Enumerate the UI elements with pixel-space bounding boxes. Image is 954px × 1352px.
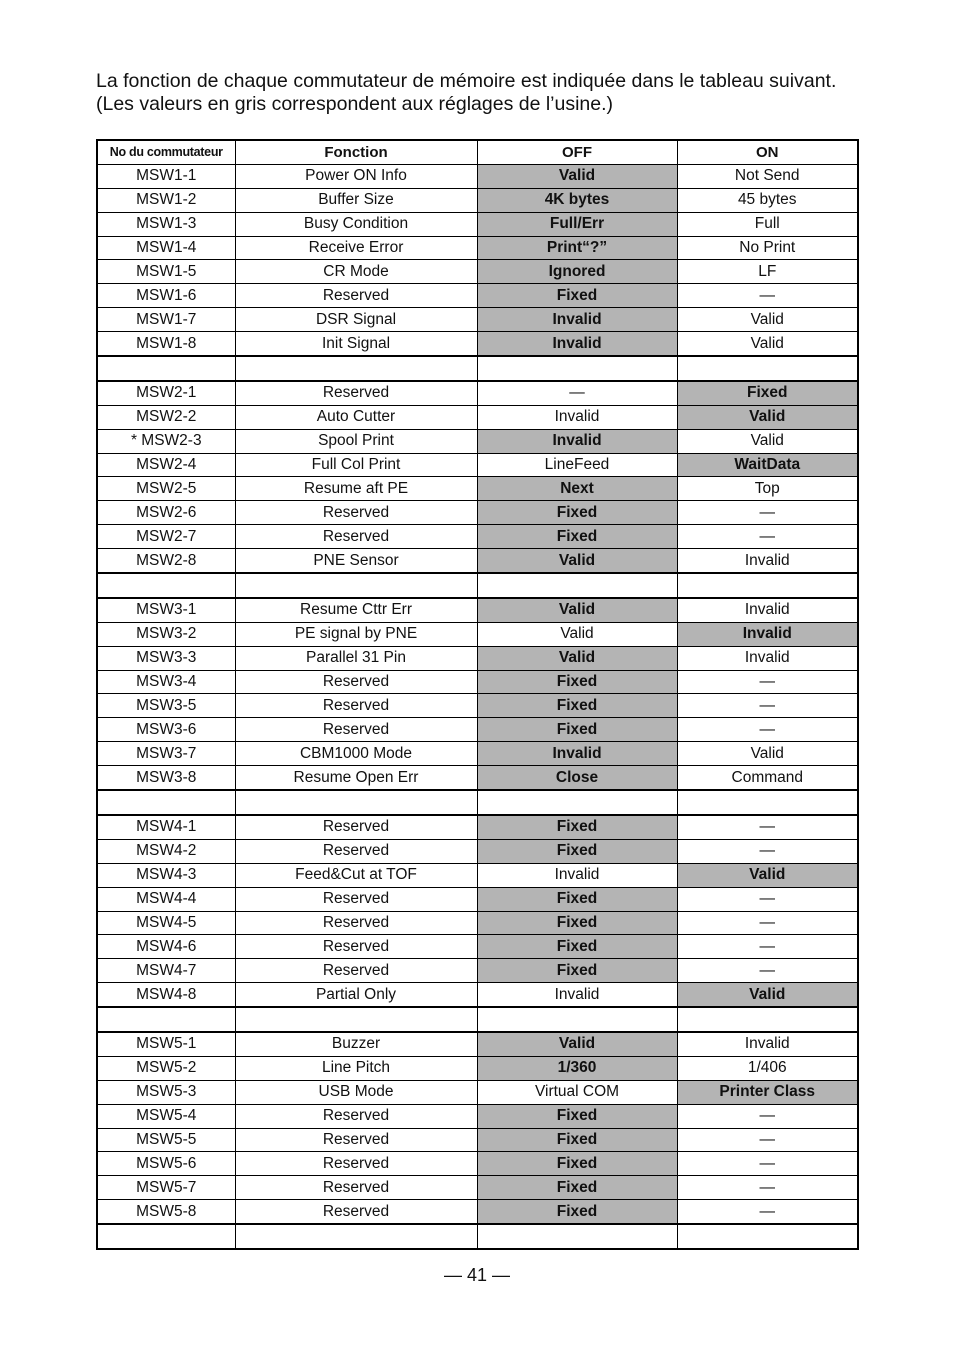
group-separator-row: [97, 790, 858, 815]
table-row: [97, 646, 858, 670]
cell-function: Reserved: [235, 1176, 477, 1200]
cell-on: —: [677, 1128, 858, 1152]
separator-cell: [477, 573, 677, 598]
table-row: [97, 1200, 858, 1224]
cell-off: Fixed: [477, 1200, 677, 1224]
cell-switch: MSW2-2: [97, 405, 235, 429]
table-row: [97, 694, 858, 718]
cell-switch: MSW3-4: [97, 670, 235, 694]
table-row: [97, 284, 858, 308]
cell-function: Resume Open Err: [235, 766, 477, 790]
header-function: Fonction: [235, 140, 477, 164]
cell-function: PE signal by PNE: [235, 622, 477, 646]
cell-off: Print“?”: [477, 236, 677, 260]
cell-function: Reserved: [235, 1152, 477, 1176]
cell-off: Valid: [477, 646, 677, 670]
table-row: [97, 839, 858, 863]
intro-paragraph: La fonction de chaque commutateur de mémoire est indiquée dans le tableau suivant. (Les valeurs en gris correspondent aux réglages de l’usine.): [96, 70, 837, 115]
cell-on: —: [677, 911, 858, 935]
cell-on: —: [677, 1200, 858, 1224]
cell-off: Invalid: [477, 308, 677, 332]
cell-off: Fixed: [477, 887, 677, 911]
separator-cell: [97, 356, 235, 381]
table-row: [97, 405, 858, 429]
cell-function: Parallel 31 Pin: [235, 646, 477, 670]
cell-function: DSR Signal: [235, 308, 477, 332]
cell-function: Reserved: [235, 718, 477, 742]
cell-off: Fixed: [477, 935, 677, 959]
cell-function: PNE Sensor: [235, 549, 477, 573]
cell-on: Top: [677, 477, 858, 501]
cell-function: Reserved: [235, 501, 477, 525]
separator-cell: [477, 790, 677, 815]
cell-off: Fixed: [477, 1176, 677, 1200]
separator-cell: [677, 1224, 858, 1249]
cell-switch: MSW2-6: [97, 501, 235, 525]
table-row: [97, 742, 858, 766]
table-row: [97, 1080, 858, 1104]
cell-off: Fixed: [477, 1104, 677, 1128]
cell-switch: MSW3-1: [97, 598, 235, 622]
cell-on: —: [677, 525, 858, 549]
cell-on: Valid: [677, 742, 858, 766]
cell-off: Invalid: [477, 863, 677, 887]
cell-off: Virtual COM: [477, 1080, 677, 1104]
group-separator-row: [97, 573, 858, 598]
cell-switch: * MSW2-3: [97, 429, 235, 453]
separator-cell: [235, 1007, 477, 1032]
cell-function: CBM1000 Mode: [235, 742, 477, 766]
table-row: [97, 501, 858, 525]
cell-off: Invalid: [477, 983, 677, 1007]
cell-on: Valid: [677, 332, 858, 356]
cell-on: —: [677, 839, 858, 863]
table-row: [97, 1152, 858, 1176]
cell-on: Valid: [677, 308, 858, 332]
cell-function: CR Mode: [235, 260, 477, 284]
cell-switch: MSW5-1: [97, 1032, 235, 1056]
cell-on: —: [677, 1104, 858, 1128]
cell-function: Reserved: [235, 694, 477, 718]
table-row: [97, 670, 858, 694]
cell-off: Fixed: [477, 694, 677, 718]
cell-switch: MSW5-7: [97, 1176, 235, 1200]
table-row: [97, 911, 858, 935]
cell-on: Invalid: [677, 1032, 858, 1056]
cell-function: Reserved: [235, 959, 477, 983]
cell-on: Invalid: [677, 598, 858, 622]
cell-function: Partial Only: [235, 983, 477, 1007]
cell-off: Fixed: [477, 1152, 677, 1176]
cell-on: Invalid: [677, 646, 858, 670]
table-body: [97, 164, 858, 1249]
table-row: [97, 308, 858, 332]
cell-switch: MSW4-6: [97, 935, 235, 959]
separator-cell: [235, 356, 477, 381]
cell-switch: MSW5-6: [97, 1152, 235, 1176]
cell-switch: MSW1-4: [97, 236, 235, 260]
cell-on: —: [677, 501, 858, 525]
cell-on: —: [677, 1152, 858, 1176]
memory-switch-table: [96, 139, 859, 1250]
cell-on: Valid: [677, 863, 858, 887]
cell-switch: MSW1-2: [97, 188, 235, 212]
cell-function: Reserved: [235, 1200, 477, 1224]
cell-switch: MSW4-7: [97, 959, 235, 983]
cell-function: Reserved: [235, 670, 477, 694]
header-switch-number: No du commutateur: [97, 140, 235, 164]
cell-function: Reserved: [235, 381, 477, 405]
cell-on: Valid: [677, 405, 858, 429]
separator-cell: [677, 356, 858, 381]
cell-switch: MSW2-1: [97, 381, 235, 405]
cell-off: Invalid: [477, 742, 677, 766]
table-row: [97, 332, 858, 356]
cell-off: Ignored: [477, 260, 677, 284]
table-row: [97, 718, 858, 742]
table-row: [97, 236, 858, 260]
cell-switch: MSW3-8: [97, 766, 235, 790]
cell-function: Receive Error: [235, 236, 477, 260]
cell-switch: MSW4-5: [97, 911, 235, 935]
cell-on: Valid: [677, 983, 858, 1007]
cell-switch: MSW5-4: [97, 1104, 235, 1128]
cell-off: Next: [477, 477, 677, 501]
cell-off: Valid: [477, 622, 677, 646]
separator-cell: [477, 1224, 677, 1249]
cell-switch: MSW4-8: [97, 983, 235, 1007]
cell-on: Command: [677, 766, 858, 790]
separator-cell: [677, 790, 858, 815]
table-row: [97, 959, 858, 983]
cell-function: Buzzer: [235, 1032, 477, 1056]
cell-off: Fixed: [477, 911, 677, 935]
cell-function: Line Pitch: [235, 1056, 477, 1080]
cell-switch: MSW1-8: [97, 332, 235, 356]
cell-function: USB Mode: [235, 1080, 477, 1104]
table-row: [97, 477, 858, 501]
cell-on: —: [677, 935, 858, 959]
table-row: [97, 164, 858, 188]
table-row: [97, 260, 858, 284]
table-header-row: [97, 140, 858, 164]
cell-on: Printer Class: [677, 1080, 858, 1104]
cell-on: Fixed: [677, 381, 858, 405]
table-row: [97, 429, 858, 453]
separator-cell: [97, 1224, 235, 1249]
cell-switch: MSW2-8: [97, 549, 235, 573]
table-row: [97, 212, 858, 236]
cell-switch: MSW4-1: [97, 815, 235, 839]
separator-cell: [235, 573, 477, 598]
cell-off: Valid: [477, 549, 677, 573]
cell-on: —: [677, 959, 858, 983]
cell-off: Fixed: [477, 525, 677, 549]
cell-off: —: [477, 381, 677, 405]
cell-function: Spool Print: [235, 429, 477, 453]
cell-on: Invalid: [677, 622, 858, 646]
cell-off: 1/360: [477, 1056, 677, 1080]
cell-switch: MSW3-6: [97, 718, 235, 742]
cell-function: Resume aft PE: [235, 477, 477, 501]
table-row: [97, 1104, 858, 1128]
table-row: [97, 1032, 858, 1056]
cell-function: Busy Condition: [235, 212, 477, 236]
cell-off: Valid: [477, 1032, 677, 1056]
header-off: OFF: [477, 140, 677, 164]
header-on: ON: [677, 140, 858, 164]
cell-on: 1/406: [677, 1056, 858, 1080]
separator-cell: [235, 1224, 477, 1249]
separator-cell: [235, 790, 477, 815]
separator-cell: [477, 356, 677, 381]
cell-on: Valid: [677, 429, 858, 453]
cell-on: Invalid: [677, 549, 858, 573]
table-row: [97, 815, 858, 839]
cell-function: Init Signal: [235, 332, 477, 356]
cell-function: Reserved: [235, 815, 477, 839]
cell-function: Reserved: [235, 284, 477, 308]
group-separator-row: [97, 1007, 858, 1032]
separator-cell: [677, 1007, 858, 1032]
cell-off: Fixed: [477, 670, 677, 694]
page-number: — 41 —: [443, 1265, 511, 1285]
table-row: [97, 622, 858, 646]
cell-on: —: [677, 694, 858, 718]
cell-switch: MSW3-3: [97, 646, 235, 670]
cell-off: Fixed: [477, 815, 677, 839]
table-row: [97, 188, 858, 212]
cell-switch: MSW3-7: [97, 742, 235, 766]
cell-function: Resume Cttr Err: [235, 598, 477, 622]
cell-switch: MSW5-2: [97, 1056, 235, 1080]
table-row: [97, 887, 858, 911]
cell-function: Reserved: [235, 911, 477, 935]
cell-off: Fixed: [477, 718, 677, 742]
cell-off: Valid: [477, 164, 677, 188]
cell-switch: MSW1-6: [97, 284, 235, 308]
table-row: [97, 1176, 858, 1200]
cell-function: Reserved: [235, 887, 477, 911]
cell-function: Reserved: [235, 935, 477, 959]
cell-function: Auto Cutter: [235, 405, 477, 429]
table-row: [97, 525, 858, 549]
cell-on: —: [677, 670, 858, 694]
cell-on: LF: [677, 260, 858, 284]
cell-switch: MSW5-3: [97, 1080, 235, 1104]
cell-off: Fixed: [477, 839, 677, 863]
cell-switch: MSW2-7: [97, 525, 235, 549]
cell-function: Reserved: [235, 525, 477, 549]
cell-on: —: [677, 284, 858, 308]
table-row: [97, 766, 858, 790]
table-row: [97, 935, 858, 959]
cell-on: No Print: [677, 236, 858, 260]
cell-function: Power ON Info: [235, 164, 477, 188]
cell-switch: MSW4-2: [97, 839, 235, 863]
cell-off: Fixed: [477, 284, 677, 308]
cell-function: Feed&Cut at TOF: [235, 863, 477, 887]
cell-on: Not Send: [677, 164, 858, 188]
cell-switch: MSW1-5: [97, 260, 235, 284]
table-row: [97, 549, 858, 573]
cell-off: Valid: [477, 598, 677, 622]
table-row: [97, 983, 858, 1007]
cell-on: —: [677, 718, 858, 742]
cell-on: —: [677, 815, 858, 839]
table-row: [97, 381, 858, 405]
group-separator-row: [97, 356, 858, 381]
separator-cell: [477, 1007, 677, 1032]
cell-switch: MSW4-4: [97, 887, 235, 911]
separator-cell: [97, 790, 235, 815]
cell-off: Fixed: [477, 501, 677, 525]
cell-off: Fixed: [477, 1128, 677, 1152]
cell-switch: MSW1-1: [97, 164, 235, 188]
cell-off: Fixed: [477, 959, 677, 983]
cell-switch: MSW4-3: [97, 863, 235, 887]
cell-switch: MSW1-7: [97, 308, 235, 332]
cell-switch: MSW2-5: [97, 477, 235, 501]
cell-on: —: [677, 1176, 858, 1200]
table-row: [97, 1128, 858, 1152]
cell-on: WaitData: [677, 453, 858, 477]
table-row: [97, 453, 858, 477]
group-separator-row: [97, 1224, 858, 1249]
cell-off: Full/Err: [477, 212, 677, 236]
cell-off: LineFeed: [477, 453, 677, 477]
cell-function: Reserved: [235, 839, 477, 863]
cell-function: Full Col Print: [235, 453, 477, 477]
cell-switch: MSW2-4: [97, 453, 235, 477]
cell-off: Close: [477, 766, 677, 790]
cell-on: —: [677, 887, 858, 911]
cell-function: Buffer Size: [235, 188, 477, 212]
cell-on: Full: [677, 212, 858, 236]
cell-off: Invalid: [477, 332, 677, 356]
cell-off: Invalid: [477, 429, 677, 453]
cell-switch: MSW5-5: [97, 1128, 235, 1152]
cell-off: 4K bytes: [477, 188, 677, 212]
separator-cell: [97, 1007, 235, 1032]
cell-switch: MSW3-5: [97, 694, 235, 718]
table-row: [97, 598, 858, 622]
separator-cell: [97, 573, 235, 598]
table-row: [97, 863, 858, 887]
cell-on: 45 bytes: [677, 188, 858, 212]
cell-switch: MSW5-8: [97, 1200, 235, 1224]
separator-cell: [677, 573, 858, 598]
cell-switch: MSW1-3: [97, 212, 235, 236]
table-row: [97, 1056, 858, 1080]
cell-switch: MSW3-2: [97, 622, 235, 646]
cell-function: Reserved: [235, 1104, 477, 1128]
cell-function: Reserved: [235, 1128, 477, 1152]
cell-off: Invalid: [477, 405, 677, 429]
